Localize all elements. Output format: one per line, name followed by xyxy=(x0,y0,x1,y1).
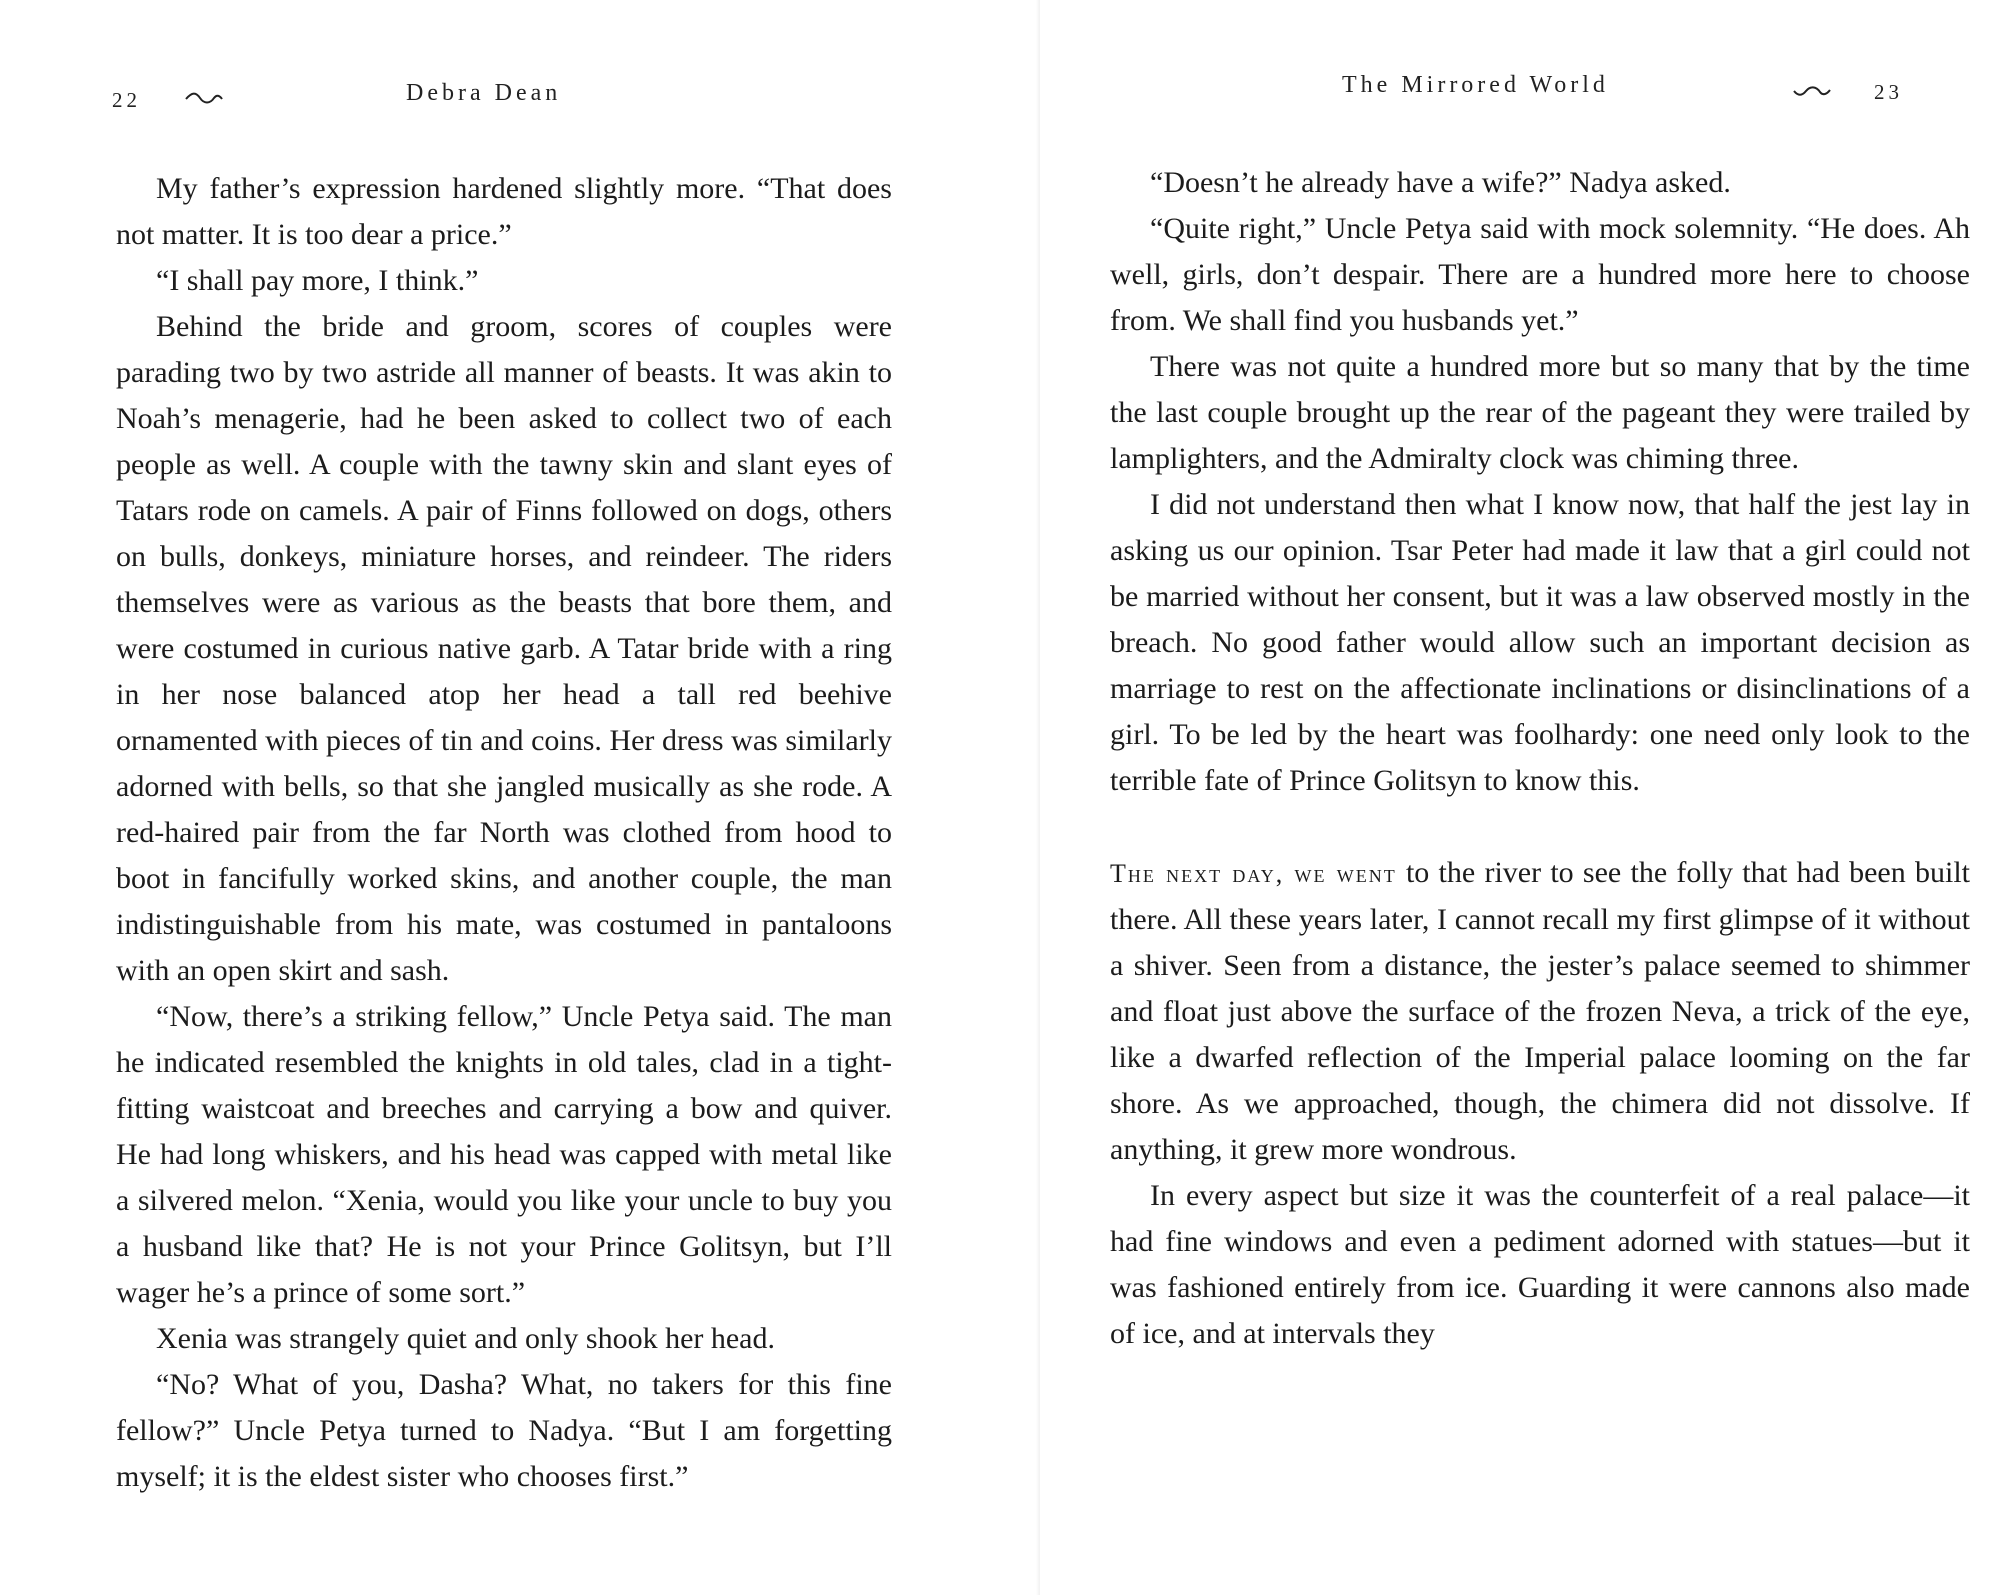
paragraph: “Now, there’s a striking fellow,” Uncle Petya said. The man he indicated resembled the knights in old tales, clad in a tight-fitting waistcoat and breeches and carrying a bow and quiver. He had long whiskers, and his head was capped with metal like a silvered melon. “Xenia, would you like your uncle to buy you a husband like that? He is not your Prince Golitsyn, but I’ll wager he’s a prince of some sort.” xyxy=(116,1000,892,1309)
paragraph: In every aspect but size it was the counterfeit of a real palace—it had fine windows and even a pediment adorned with statues—but it was fashioned entirely from ice. Guarding it were cannons also made of ice, and at intervals they xyxy=(1110,1179,1970,1350)
paragraph: My father’s expression hardened slightly more. “That does not matter. It is too dear a price.” xyxy=(116,172,892,251)
paragraph: “I shall pay more, I think.” xyxy=(156,264,479,297)
running-head-title: The Mirrored World xyxy=(1342,72,1609,98)
running-head-author: Debra Dean xyxy=(406,80,562,106)
right-page xyxy=(1040,0,2000,1595)
paragraph: I did not understand then what I know now, that half the jest lay in asking us our opinion. Tsar Peter had made it law that a girl could not be married without her consent, but it was a law observed mostly in the breach. No good father would allow such an important decision as marriage to rest on the affectionate inclinations or disinclinations of a girl. To be led by the heart was foolhardy: one need only look to the terrible fate of Prince Golitsyn to know this. xyxy=(1110,488,1970,797)
left-body-text xyxy=(116,166,892,1500)
swash-ornament-icon xyxy=(184,90,224,108)
right-body-text xyxy=(1110,160,1970,1357)
section-break xyxy=(1110,804,1970,850)
paragraph: There was not quite a hundred more but so many that by the time the last couple brought up the rear of the pageant they were trailed by lamplighters, and the Admiralty clock was chiming three. xyxy=(1110,350,1970,475)
paragraph: “Quite right,” Uncle Petya said with mock solemnity. “He does. Ah well, girls, don’t despair. There are a hundred more here to choose from. We shall find you husbands yet.” xyxy=(1110,212,1970,337)
swash-ornament-icon xyxy=(1792,82,1832,100)
left-page-number: 22 xyxy=(112,88,141,112)
section-opening-paragraph xyxy=(1110,850,1970,1173)
paragraph: Xenia was strangely quiet and only shook her head. xyxy=(156,1322,775,1355)
paragraph: “No? What of you, Dasha? What, no takers for this fine fellow?” Uncle Petya turned to Nadya. “But I am forgetting myself; it is the eldest sister who chooses first.” xyxy=(116,1368,892,1493)
section-opening-smallcaps: The next day, we went xyxy=(1110,859,1397,888)
paragraph: Behind the bride and groom, scores of couples were parading two by two astride all manner of beasts. It was akin to Noah’s menagerie, had he been asked to collect two of each people as well. A couple with the tawny skin and slant eyes of Tatars rode on camels. A pair of Finns followed on dogs, others on bulls, donkeys, miniature horses, and reindeer. The riders themselves were as various as the beasts that bore them, and were costumed in curious native garb. A Tatar bride with a ring in her nose balanced atop her head a tall red beehive ornamented with pieces of tin and coins. Her dress was similarly adorned with bells, so that she jangled musically as she rode. A red-haired pair from the far North was clothed from hood to boot in fancifully worked skins, and another couple, the man indistinguishable from his mate, was costumed in pantaloons with an open skirt and sash. xyxy=(116,310,892,987)
right-page-number: 23 xyxy=(1874,80,1903,104)
paragraph: “Doesn’t he already have a wife?” Nadya asked. xyxy=(1150,166,1731,199)
section-opening-rest: to the river to see the folly that had been built there. All these years later, I cannot recall my first glimpse of it without a shiver. Seen from a distance, the jester’s palace seemed to shimmer and float just above the surface of the frozen Neva, a trick of the eye, like a dwarfed reflection of the Imperial palace looming on the far shore. As we approached, though, the chimera did not dissolve. If anything, it grew more wondrous. xyxy=(1110,856,1971,1166)
